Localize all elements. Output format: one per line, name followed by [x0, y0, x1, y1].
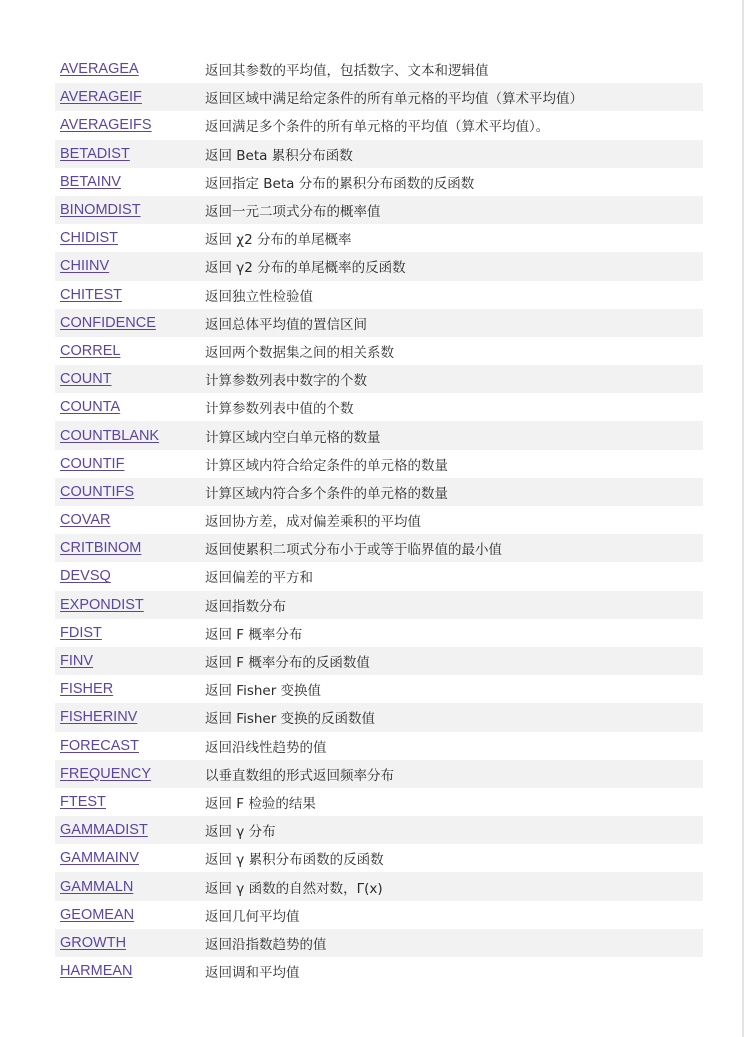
- function-description: 返回区域中满足给定条件的所有单元格的平均值（算术平均值）: [205, 91, 583, 108]
- function-link[interactable]: BINOMDIST: [60, 202, 141, 219]
- table-row: [55, 421, 703, 449]
- function-link[interactable]: DEVSQ: [60, 568, 111, 585]
- function-link[interactable]: COUNTBLANK: [60, 427, 160, 444]
- function-description: 返回 γ 分布: [205, 824, 276, 841]
- function-link[interactable]: HARMEAN: [60, 963, 133, 980]
- function-description: 返回 F 检验的结果: [205, 795, 316, 812]
- function-description: 计算参数列表中数字的个数: [205, 373, 367, 390]
- function-link[interactable]: COUNTA: [60, 399, 121, 416]
- function-link[interactable]: AVERAGEA: [60, 61, 139, 78]
- function-link[interactable]: FTEST: [60, 793, 106, 810]
- function-link[interactable]: COUNT: [60, 371, 112, 388]
- table-row: [55, 619, 703, 647]
- function-description: 返回调和平均值: [205, 965, 300, 982]
- function-description: 返回偏差的平方和: [205, 570, 313, 587]
- table-row: [55, 929, 703, 957]
- function-description: 计算区域内符合多个条件的单元格的数量: [205, 485, 448, 502]
- function-link[interactable]: FORECAST: [60, 737, 139, 754]
- table-row: [55, 732, 703, 760]
- table-row: [55, 760, 703, 788]
- table-row: [55, 281, 703, 309]
- function-link[interactable]: FDIST: [60, 624, 102, 641]
- function-description: 返回使累积二项式分布小于或等于临界值的最小值: [205, 542, 502, 559]
- function-description: 返回 γ2 分布的单尾概率的反函数: [205, 260, 406, 277]
- table-row: [55, 365, 703, 393]
- function-description: 返回满足多个条件的所有单元格的平均值（算术平均值）。: [205, 119, 550, 136]
- function-description: 返回协方差，成对偏差乘积的平均值: [205, 514, 421, 531]
- function-description: 返回 γ 累积分布函数的反函数: [205, 852, 384, 869]
- function-table: [55, 55, 703, 985]
- function-link[interactable]: GAMMADIST: [60, 822, 148, 839]
- function-description: 返回两个数据集之间的相关系数: [205, 344, 394, 361]
- table-row: [55, 111, 703, 139]
- function-description: 返回独立性检验值: [205, 288, 313, 305]
- table-row: [55, 872, 703, 900]
- function-link[interactable]: GROWTH: [60, 934, 127, 951]
- table-row: [55, 675, 703, 703]
- function-description: 返回其参数的平均值，包括数字、文本和逻辑值: [205, 63, 489, 80]
- function-description: 返回 Fisher 变换的反函数值: [205, 711, 376, 728]
- table-row: [55, 337, 703, 365]
- function-link[interactable]: BETAINV: [60, 173, 121, 190]
- function-description: 返回几何平均值: [205, 908, 300, 925]
- table-row: [55, 252, 703, 280]
- function-description: 返回一元二项式分布的概率值: [205, 204, 381, 221]
- function-description: 返回 Fisher 变换值: [205, 683, 322, 700]
- table-row: [55, 844, 703, 872]
- function-link[interactable]: FISHER: [60, 681, 114, 698]
- function-link[interactable]: AVERAGEIF: [60, 89, 142, 106]
- function-description: 返回沿指数趋势的值: [205, 936, 327, 953]
- table-row: [55, 393, 703, 421]
- function-link[interactable]: AVERAGEIFS: [60, 117, 152, 134]
- function-link[interactable]: EXPONDIST: [60, 596, 144, 613]
- table-row: [55, 478, 703, 506]
- function-link[interactable]: COVAR: [60, 512, 111, 529]
- function-description: 返回 F 概率分布的反函数值: [205, 655, 370, 672]
- table-row: [55, 788, 703, 816]
- table-row: [55, 140, 703, 168]
- function-description: 返回指数分布: [205, 598, 286, 615]
- table-row: [55, 534, 703, 562]
- table-row: [55, 309, 703, 337]
- function-description: 返回总体平均值的置信区间: [205, 316, 367, 333]
- table-row: [55, 224, 703, 252]
- function-link[interactable]: BETADIST: [60, 145, 130, 162]
- table-row: [55, 647, 703, 675]
- table-row: [55, 55, 703, 83]
- function-link[interactable]: CHIDIST: [60, 230, 118, 247]
- table-row: [55, 450, 703, 478]
- table-row: [55, 901, 703, 929]
- table-row: [55, 506, 703, 534]
- function-link[interactable]: GEOMEAN: [60, 906, 135, 923]
- function-link[interactable]: CONFIDENCE: [60, 314, 156, 331]
- function-description: 返回 Beta 累积分布函数: [205, 147, 353, 164]
- function-description: 返回沿线性趋势的值: [205, 739, 327, 756]
- function-link[interactable]: FISHERINV: [60, 709, 138, 726]
- function-link[interactable]: GAMMALN: [60, 878, 134, 895]
- function-link[interactable]: COUNTIFS: [60, 483, 135, 500]
- function-link[interactable]: GAMMAINV: [60, 850, 139, 867]
- function-description: 计算参数列表中值的个数: [205, 401, 354, 418]
- function-description: 返回 γ 函数的自然对数，Γ(x): [205, 880, 383, 897]
- table-row: [55, 703, 703, 731]
- function-link[interactable]: CHITEST: [60, 286, 123, 303]
- function-link[interactable]: CORREL: [60, 342, 121, 359]
- table-row: [55, 83, 703, 111]
- function-description: 以垂直数组的形式返回频率分布: [205, 767, 394, 784]
- table-row: [55, 196, 703, 224]
- function-link[interactable]: COUNTIF: [60, 455, 125, 472]
- function-link[interactable]: FREQUENCY: [60, 765, 152, 782]
- table-row: [55, 562, 703, 590]
- function-description: 返回 F 概率分布: [205, 626, 303, 643]
- function-link[interactable]: CRITBINOM: [60, 540, 142, 557]
- function-link[interactable]: FINV: [60, 653, 94, 670]
- function-description: 返回指定 Beta 分布的累积分布函数的反函数: [205, 175, 475, 192]
- table-row: [55, 816, 703, 844]
- function-description: 计算区域内空白单元格的数量: [205, 429, 381, 446]
- function-description: 返回 χ2 分布的单尾概率: [205, 232, 352, 249]
- table-row: [55, 957, 703, 985]
- table-row: [55, 168, 703, 196]
- table-row: [55, 591, 703, 619]
- function-link[interactable]: CHIINV: [60, 258, 110, 275]
- function-description: 计算区域内符合给定条件的单元格的数量: [205, 457, 448, 474]
